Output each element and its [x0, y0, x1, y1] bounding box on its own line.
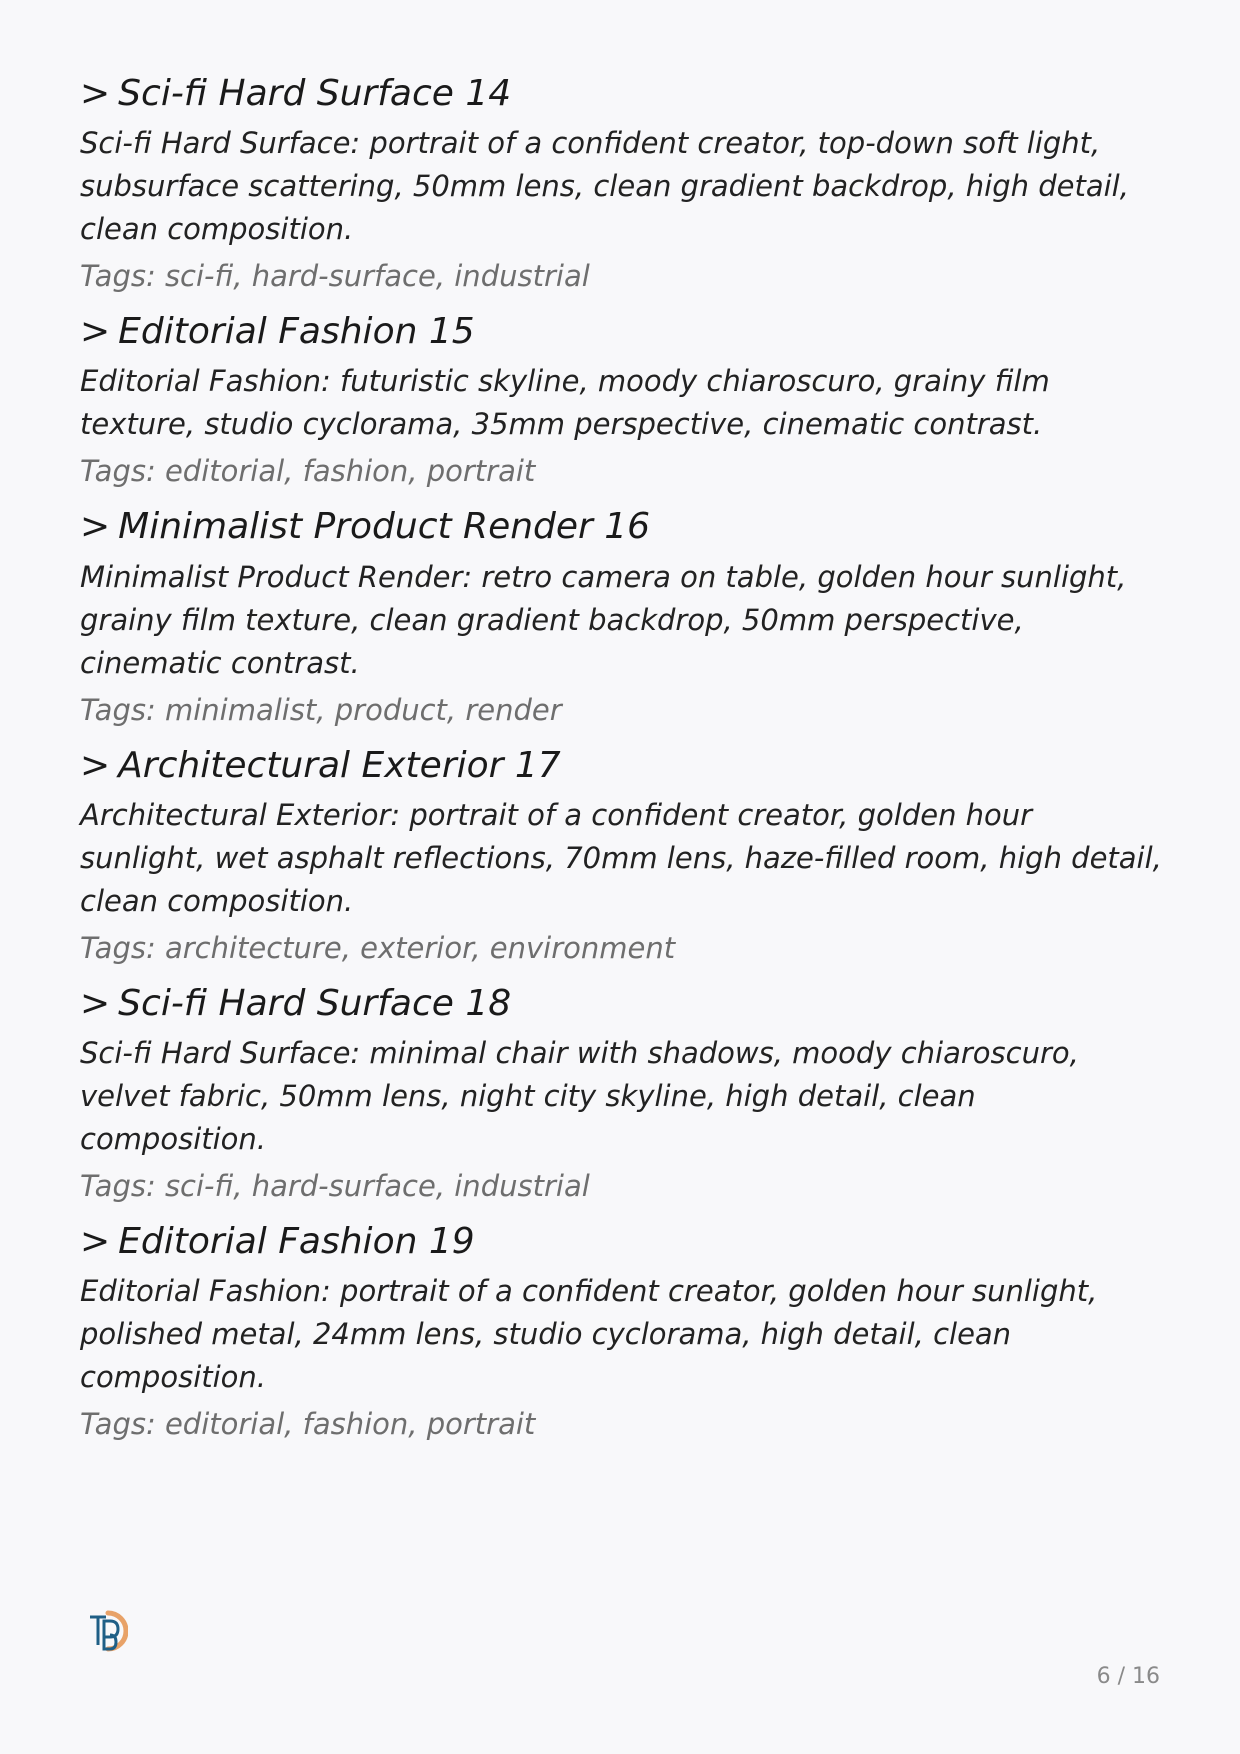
- caret-icon: >: [80, 311, 111, 353]
- entry-item: [80, 744, 1162, 970]
- entry-list: [80, 72, 1162, 1458]
- entry-description: Minimalist Product Render: retro camera on table, golden hour sunlight, grainy film texture, clean gradient backdrop, 50mm perspective, cinematic contrast.: [80, 559, 1127, 680]
- entry-title: [80, 505, 1162, 548]
- entry-title: [80, 744, 1162, 787]
- entry-tags: Tags: architecture, exterior, environment: [80, 930, 676, 965]
- entry-item: [80, 72, 1162, 298]
- logo-icon: [84, 1609, 128, 1653]
- entry-description: Sci-fi Hard Surface: minimal chair with shadows, moody chiaroscuro, velvet fabric, 50mm lens, night city skyline, high detail, clean composition.: [80, 1035, 1079, 1156]
- caret-icon: >: [80, 982, 111, 1024]
- caret-icon: >: [80, 744, 111, 786]
- entry-title-text: Editorial Fashion 15: [118, 311, 475, 353]
- entry-item: [80, 982, 1162, 1208]
- entry-description: Sci-fi Hard Surface: portrait of a confident creator, top-down soft light, subsurface scattering, 50mm lens, clean gradient backdrop, high detail, clean composition.: [80, 126, 1129, 247]
- caret-icon: >: [80, 506, 111, 548]
- entry-tags: Tags: minimalist, product, render: [80, 692, 562, 727]
- entry-item: [80, 505, 1162, 731]
- entry-title-text: Sci-fi Hard Surface 18: [118, 982, 512, 1024]
- entry-title-text: Minimalist Product Render 16: [118, 506, 651, 548]
- entry-tags: Tags: sci-fi, hard-surface, industrial: [80, 1168, 590, 1203]
- entry-title: [80, 72, 1162, 115]
- entry-item: [80, 1220, 1162, 1446]
- entry-title-text: Sci-fi Hard Surface 14: [118, 73, 512, 114]
- entry-tags: Tags: editorial, fashion, portrait: [80, 1407, 536, 1442]
- entry-description: Editorial Fashion: portrait of a confident creator, golden hour sunlight, polished metal, 24mm lens, studio cyclorama, high detail, clean composition.: [80, 1274, 1098, 1395]
- entry-title: [80, 310, 1162, 353]
- logo-graphic: [84, 1609, 128, 1653]
- entry-tags: Tags: editorial, fashion, portrait: [80, 454, 536, 489]
- entry-description: Editorial Fashion: futuristic skyline, moody chiaroscuro, grainy film texture, studio cyclorama, 35mm perspective, cinematic contrast.: [80, 364, 1050, 442]
- entry-description: Architectural Exterior: portrait of a confident creator, golden hour sunlight, wet asphalt reflections, 70mm lens, haze-filled room, high detail, clean composition.: [80, 797, 1162, 918]
- entry-tags: Tags: sci-fi, hard-surface, industrial: [80, 259, 590, 294]
- page-number: 6 / 16: [1096, 1664, 1160, 1689]
- entry-title: [80, 1220, 1162, 1263]
- entry-item: [80, 310, 1162, 493]
- entry-title-text: Editorial Fashion 19: [118, 1220, 475, 1262]
- entry-title: [80, 982, 1162, 1025]
- caret-icon: >: [80, 73, 111, 114]
- entry-title-text: Architectural Exterior 17: [118, 744, 561, 786]
- caret-icon: >: [80, 1220, 111, 1262]
